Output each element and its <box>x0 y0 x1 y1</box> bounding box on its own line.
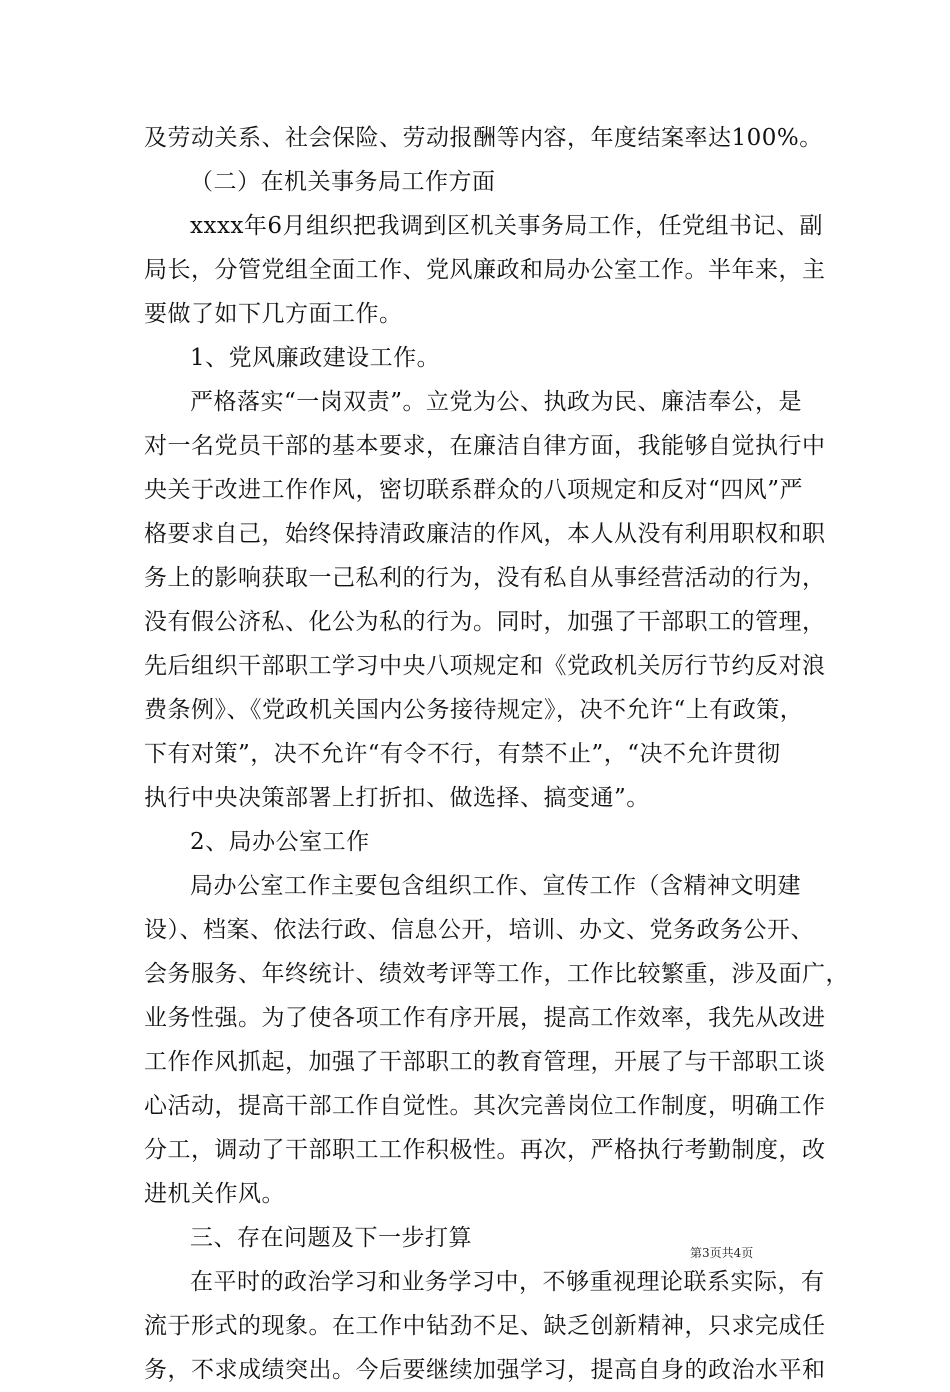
text-line: 会务服务、年终统计、绩效考评等工作，工作比较繁重，涉及面广， <box>144 961 849 987</box>
text-line: 在平时的政治学习和业务学习中，不够重视理论联系实际，有 <box>190 1269 825 1295</box>
text-line: 分工，调动了干部职工工作积极性。再次，严格执行考勤制度，改 <box>144 1137 826 1163</box>
text-line: 务，不求成绩突出。今后要继续加强学习，提高自身的政治水平和 <box>144 1357 826 1383</box>
text-line: 局办公室工作主要包含组织工作、宣传工作（含精神文明建 <box>190 873 801 899</box>
subsection-heading: 1、党风廉政建设工作。 <box>190 345 441 371</box>
text-line: 要做了如下几方面工作。 <box>144 301 403 327</box>
page-number: 第3页共4页 <box>690 1246 754 1260</box>
text-line: 格要求自己，始终保持清政廉洁的作风，本人从没有利用职权和职 <box>144 521 826 547</box>
text-line: 下有对策”，决不允许“有令不行，有禁不止”，“决不允许贯彻 <box>144 741 781 767</box>
text-line: 局长，分管党组全面工作、党风廉政和局办公室工作。半年来，主 <box>144 257 826 283</box>
text-line: 执行中央决策部署上打折扣、做选择、搞变通”。 <box>144 785 650 811</box>
text-line: 及劳动关系、社会保险、劳动报酬等内容，年度结案率达100%。 <box>144 125 823 151</box>
section-heading: 三、存在问题及下一步打算 <box>190 1225 472 1251</box>
subsection-heading: 2、局办公室工作 <box>190 829 370 855</box>
text-line: 业务性强。为了使各项工作有序开展，提高工作效率，我先从改进 <box>144 1005 826 1031</box>
text-line: 央关于改进工作作风，密切联系群众的八项规定和反对“四风”严 <box>144 477 804 503</box>
text-line: 设）、档案、依法行政、信息公开，培训、办文、党务政务公开、 <box>144 917 814 943</box>
text-line: 没有假公济私、化公为私的行为。同时，加强了干部职工的管理， <box>144 609 826 635</box>
text-line: 费条例》、《党政机关国内公务接待规定》，决不允许“上有政策， <box>144 697 804 723</box>
text-line: 工作作风抓起，加强了干部职工的教育管理，开展了与干部职工谈 <box>144 1049 826 1075</box>
text-line: 对一名党员干部的基本要求，在廉洁自律方面，我能够自觉执行中 <box>144 433 826 459</box>
text-line: 务上的影响获取一己私利的行为，没有私自从事经营活动的行为， <box>144 565 826 591</box>
text-line: 流于形式的现象。在工作中钻劲不足、缺乏创新精神，只求完成任 <box>144 1313 826 1339</box>
document-body <box>144 116 849 1392</box>
section-heading: （二）在机关事务局工作方面 <box>190 169 496 195</box>
text-line: xxxx年6月组织把我调到区机关事务局工作，任党组书记、副 <box>190 213 824 239</box>
text-line: 先后组织干部职工学习中央八项规定和《党政机关厉行节约反对浪 <box>144 653 826 679</box>
text-line: 心活动，提高干部工作自觉性。其次完善岗位工作制度，明确工作 <box>144 1093 826 1119</box>
text-line: 严格落实“一岗双责”。立党为公、执政为民、廉洁奉公，是 <box>190 389 803 415</box>
text-line: 进机关作风。 <box>144 1181 285 1207</box>
